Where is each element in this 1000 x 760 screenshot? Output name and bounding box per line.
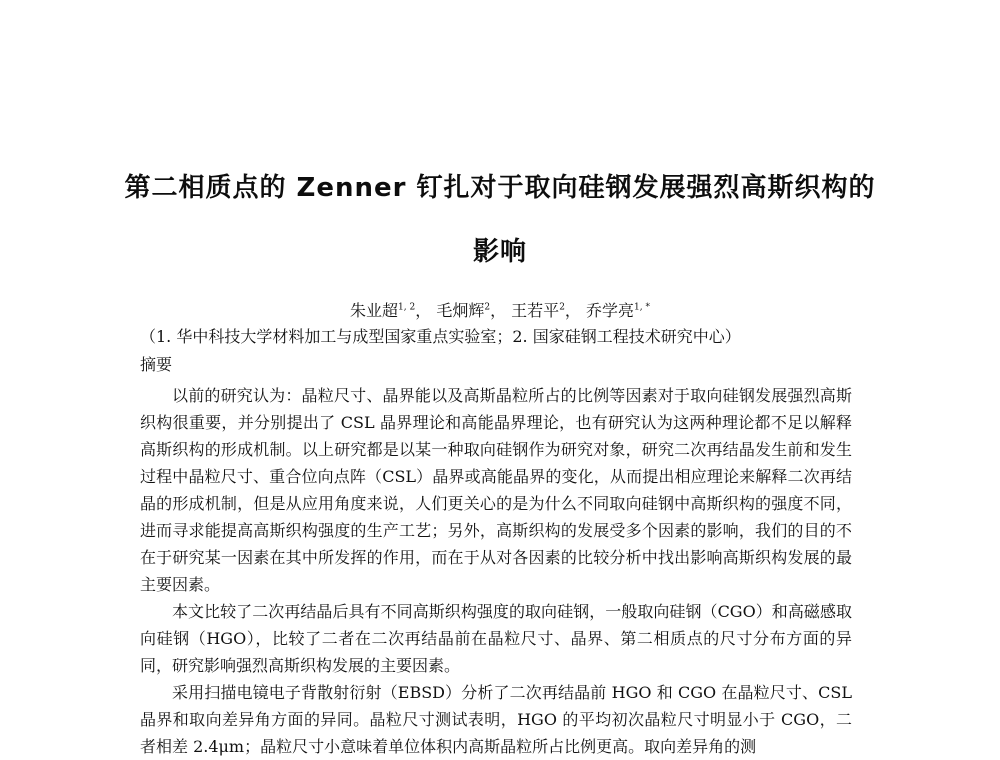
paper-title: [0, 156, 1000, 284]
abstract-paragraph: 本文比较了二次再结晶后具有不同高斯织构强度的取向硅钢，一般取向硅钢（CGO）和高磁感取向硅钢（HGO），比较了二者在二次再结晶前在晶粒尺寸、晶界、第二相质点的尺寸分布方面的异同，研究影响强烈高斯织构发展的主要因素。: [140, 602, 852, 675]
abstract-paragraph: 采用扫描电镜电子背散射衍射（EBSD）分析了二次再结晶前 HGO 和 CGO 在晶粒尺寸、CSL 晶界和取向差异角方面的异同。晶粒尺寸测试表明，HGO 的平均初次晶粒尺寸明显小于 CGO，二者相差 2.4μm；晶粒尺寸小意味着单位体积内高斯晶粒所占比例更高。取向差异角的测: [140, 683, 852, 756]
author-name: 毛炯辉: [436, 301, 485, 320]
title-line-2: 影响: [472, 237, 527, 267]
abstract-heading: 摘要: [140, 355, 173, 374]
author-separator: ，: [415, 301, 432, 320]
author-affiliation-mark: 1, 2: [398, 302, 416, 313]
abstract-body: [140, 382, 852, 760]
abstract-paragraph: 以前的研究认为：晶粒尺寸、晶界能以及高斯晶粒所占的比例等因素对于取向硅钢发展强烈高斯织构很重要，并分别提出了 CSL 晶界理论和高能晶界理论，也有研究认为这两种理论都不足以解释高斯织构的形成机制。以上研究都是以某一种取向硅钢作为研究对象，研究二次再结晶发生前和发生过程中晶粒尺寸、重合位向点阵（CSL）晶界或高能晶界的变化，从而提出相应理论来解释二次再结晶的形成机制，但是从应用角度来说，人们更关心的是为什么不同取向硅钢中高斯织构的强度不同，进而寻求能提高高斯织构强度的生产工艺；另外，高斯织构的发展受多个因素的影响，我们的目的不在于研究某一因素在其中所发挥的作用，而在于从对各因素的比较分析中找出影响高斯织构发展的最主要因素。: [140, 386, 852, 594]
author-list: [0, 300, 1000, 322]
author-name: 乔学亮: [586, 301, 635, 320]
author-affiliation-mark: 2: [559, 302, 565, 313]
author-affiliation-mark: 2: [484, 302, 491, 313]
author-separator: ，: [564, 301, 581, 320]
author-separator: ，: [490, 301, 507, 320]
author-name: 王若平: [511, 301, 560, 320]
affiliation-line: （1. 华中科技大学材料加工与成型国家重点实验室；2. 国家硅钢工程技术研究中心）: [140, 327, 741, 346]
author-affiliation-mark: 1, *: [634, 302, 650, 313]
title-line-1: 第二相质点的 Zenner 钉扎对于取向硅钢发展强烈高斯织构的: [124, 173, 876, 203]
author-name: 朱业超: [350, 301, 399, 320]
